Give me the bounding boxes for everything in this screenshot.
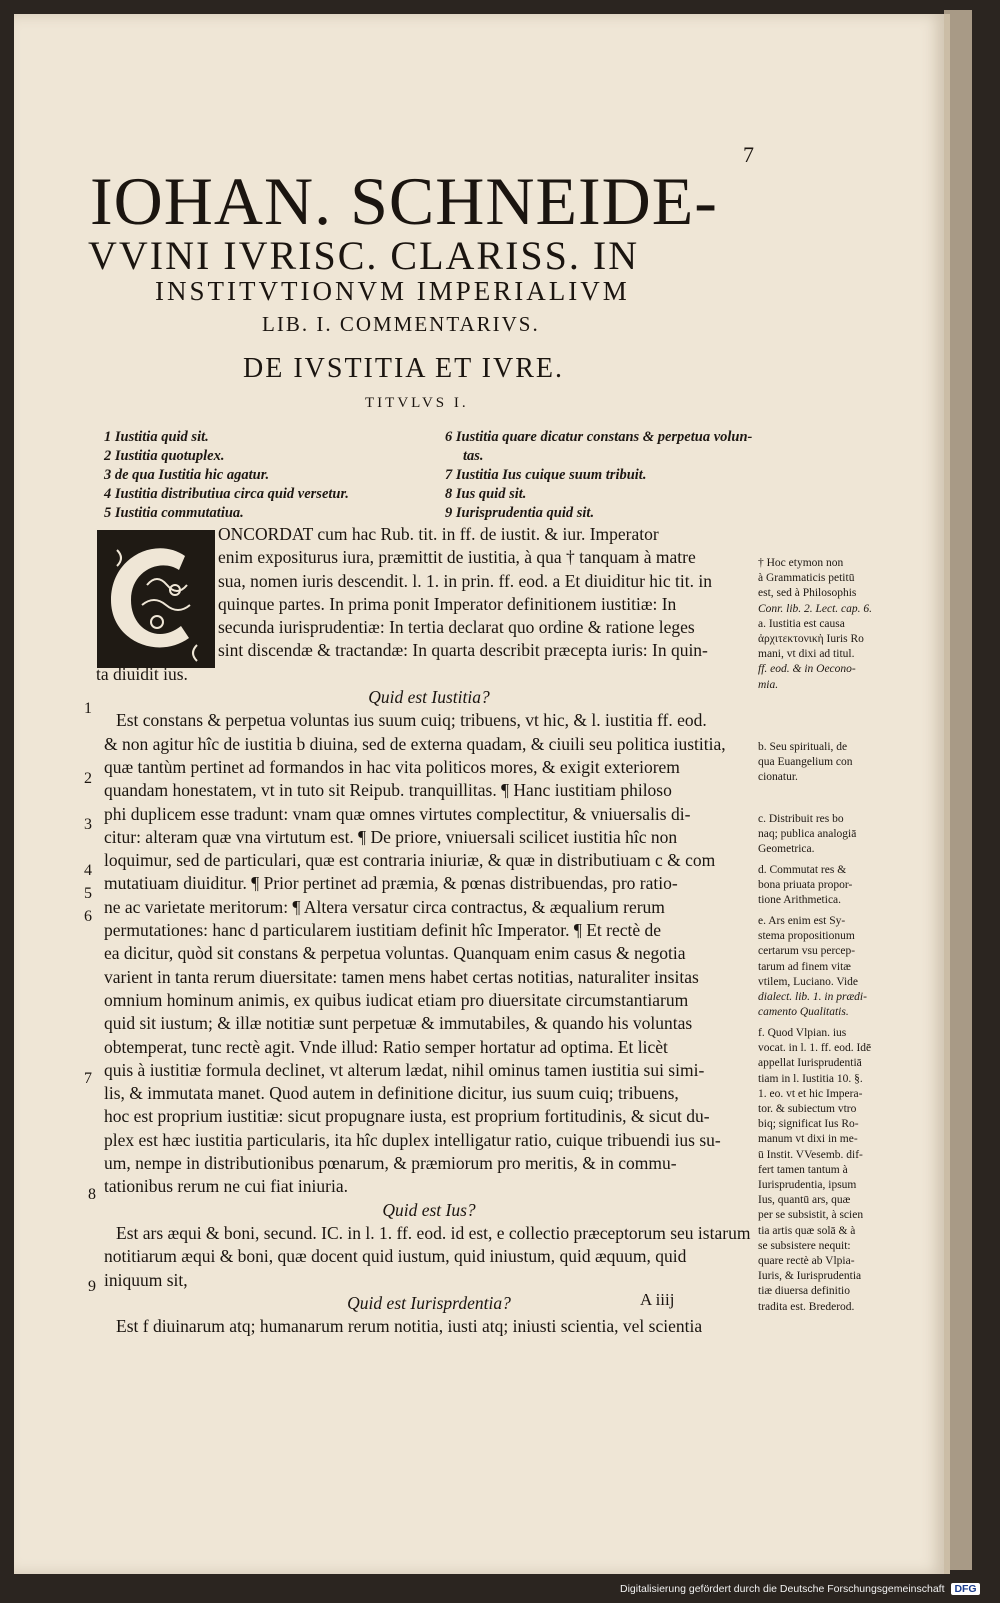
- titulus-label: TITVLVS I.: [365, 395, 469, 411]
- note-line: c. Distribuit res bo: [758, 813, 844, 825]
- note-line: ff. eod. & in Oecono-: [758, 663, 856, 676]
- note-line: d. Commutat res &: [758, 864, 847, 876]
- note-line: tione Arithmetica.: [758, 894, 842, 907]
- note-line: à Grammaticis petitū: [758, 572, 855, 585]
- note-line: per se subsistit, à scien: [758, 1209, 864, 1222]
- note-line: camento Qualitatis.: [758, 1006, 849, 1019]
- margin-number: 8: [88, 1186, 96, 1203]
- note-line: est, sed à Philosophis: [758, 587, 857, 600]
- toc-item: 5 Iustitia commutatiua.: [104, 505, 244, 521]
- para1-line: quis à iustitiæ formula declinet, vt alterum lædat, nihil ominus tamen iustitia sui simi-: [104, 1059, 705, 1080]
- para1-line: lis, & immutata manet. Quod autem in definitione dicitur, ius suum cuiq; tribuens,: [104, 1083, 679, 1104]
- para1-line: ne ac varietate meritorum: ¶ Altera versatur circa contractus, & æqualium rerum: [104, 896, 665, 917]
- note-line: quare rectè ab Vlpia-: [758, 1255, 855, 1268]
- note-line: Ius, quantū ars, quæ: [758, 1194, 851, 1207]
- note-line: tradita est. Brederod.: [758, 1300, 855, 1313]
- note-line: qua Euangelium con: [758, 756, 853, 769]
- intro-line: secunda iurisprudentiæ: In tertia declarat quo ordine & ratione leges: [218, 617, 695, 638]
- para1-line: citur: alteram quæ vna virtutum est. ¶ De priore, vniuersali scilicet iustitia hîc non: [104, 826, 678, 847]
- note-line: manum vt dixi in me-: [758, 1133, 858, 1146]
- heading-iustitia: Quid est Iustitia?: [368, 687, 490, 708]
- note-line: Iurisprudentia, ipsum: [758, 1179, 857, 1192]
- toc-item: 8 Ius quid sit.: [445, 486, 527, 502]
- signature-mark: A iiij: [640, 1290, 675, 1309]
- title-line-2: VVINI IVRISC. CLARISS. IN: [88, 233, 640, 278]
- intro-line: ONCORDAT cum hac Rub. tit. in ff. de iustit. & iur. Imperator: [218, 524, 659, 544]
- intro-line: sua, nomen iuris descendit. l. 1. in prin. ff. eod. a Et diuiditur hic tit. in: [218, 570, 712, 591]
- margin-number: 7: [84, 1070, 92, 1087]
- note-line: ū Instit. VVesemb. dif-: [758, 1148, 863, 1161]
- toc-right: [445, 428, 752, 523]
- para1-line: phi duplicem esse tradunt: vnam quæ omnes virtutes complectitur, & vniuersalis di-: [104, 803, 691, 824]
- note-line: dialect. lib. 1. in prædi-: [758, 991, 867, 1004]
- heading-ius: Quid est Ius?: [382, 1199, 476, 1220]
- note-line: certarum vsu percep-: [758, 945, 856, 958]
- section-title: DE IVSTITIA ET IVRE.: [243, 353, 564, 384]
- para1-line: permutationes: hanc d particularem iustitiam definit hîc Imperator. ¶ Et rectè de: [104, 920, 662, 941]
- para2-line: notitiarum æqui & boni, quæ docent quid iustum, quid iniustum, quid æquum, quid: [104, 1246, 687, 1267]
- para1-line: loquimur, sed de particulari, quæ est contraria iniuriæ, & quæ in distributiuam c & com: [104, 850, 716, 871]
- note-line: biq; significat Ius Ro-: [758, 1118, 859, 1131]
- margin-note-c: [758, 812, 898, 858]
- note-line: † Hoc etymon non: [758, 557, 844, 569]
- margin-notes-top: [758, 556, 898, 693]
- footer-credit: [620, 1583, 980, 1595]
- para1-line: & non agitur hîc de iustitia b diuina, sed de externa quadam, & ciuili seu politica iustitia,: [104, 733, 726, 754]
- toc-item: 3 de qua Iustitia hic agatur.: [104, 467, 270, 483]
- para1-line: hoc est proprium iustitiæ: sicut propugnare iusta, est proprium fortitudinis, & sicut du-: [104, 1106, 710, 1127]
- margin-number: 6: [84, 908, 92, 925]
- margin-number: 5: [84, 885, 92, 902]
- dfg-logo: DFG: [951, 1583, 979, 1595]
- para2-line: iniquum sit,: [104, 1269, 188, 1290]
- toc-item: 1 Iustitia quid sit.: [104, 429, 209, 445]
- intro-line: quinque partes. In prima ponit Imperator definitionem iustitiæ: In: [218, 593, 677, 614]
- toc-item: 7 Iustitia Ius cuique suum tribuit.: [445, 467, 647, 483]
- title-line-4: LIB. I. COMMENTARIVS.: [262, 312, 540, 336]
- note-line: vocat. in l. 1. ff. eod. Idē: [758, 1042, 872, 1055]
- note-line: naq; publica analogiā: [758, 828, 857, 841]
- note-line: tiæ diuersa definitio: [758, 1285, 850, 1298]
- para1-line: varient in tanta rerum diuersitate: tamen mens habet certas notitias, naturaliter insitas: [104, 966, 699, 987]
- para1-line: um, nempe in distributionibus pœnarum, & præmiorum pro meritis, & in commu-: [104, 1153, 677, 1174]
- title-line-1: IOHAN. SCHNEIDE-: [90, 163, 718, 239]
- page-number: 7: [743, 142, 754, 167]
- note-line: mani, vt dixi ad titul.: [758, 648, 855, 661]
- note-line: tia artis quæ solā & à: [758, 1224, 856, 1237]
- note-line: 1. eo. vt et hic Impera-: [758, 1087, 863, 1100]
- note-line: bona priuata propor-: [758, 879, 853, 892]
- para1-line: omnium hominum animis, ex quibus iudicat etiam pro diuersitate circumstantiarum: [104, 989, 689, 1010]
- toc-item: 4 Iustitia distributiua circa quid versetur.: [104, 486, 349, 502]
- toc-item: tas.: [463, 448, 484, 464]
- note-line: fert tamen tantum à: [758, 1163, 848, 1176]
- margin-note-b: [758, 740, 898, 786]
- title-line-3: INSTITVTIONVM IMPERIALIVM: [155, 276, 630, 306]
- note-line: tiam in l. Iustitia 10. §.: [758, 1072, 863, 1085]
- main-text: [96, 523, 754, 1338]
- toc-left: [104, 428, 349, 523]
- toc-item: 9 Iurisprudentia quid sit.: [445, 505, 595, 521]
- note-line: e. Ars enim est Sy-: [758, 915, 846, 927]
- note-line: Iuris, & Iurisprudentia: [758, 1270, 862, 1283]
- toc-item: 6 Iustitia quare dicatur constans & perpetua volun-: [445, 429, 753, 445]
- margin-number: 2: [84, 770, 92, 787]
- note-line: ἀρχιτεκτονικὴ Iuris Ro: [758, 633, 864, 646]
- para1-line: plex est hæc iustitia particularis, ita hîc duplex intelligatur ratio, cuique tribuendi ius su-: [104, 1129, 721, 1150]
- note-line: stema propositionum: [758, 930, 855, 943]
- para3-line: Est f diuinarum atq; humanarum rerum notitia, iusti atq; iniusti scientia, vel scientia: [116, 1316, 703, 1337]
- margin-number: 4: [84, 862, 92, 879]
- intro-line: sint discendæ & tractandæ: In quarta describit præcepta iuris: In quin-: [218, 640, 708, 661]
- margin-note-d: [758, 863, 898, 909]
- margin-number: 1: [84, 700, 92, 717]
- margin-note-f: [758, 1026, 898, 1315]
- note-line: Geometrica.: [758, 843, 815, 856]
- margin-note-e: [758, 914, 898, 1020]
- toc-item: 2 Iustitia quotuplex.: [104, 448, 225, 464]
- para1-line: tationibus rerum ne cui fiat iniuria.: [104, 1176, 348, 1197]
- note-line: mia.: [758, 678, 779, 691]
- note-line: tor. & subiectum vtro: [758, 1103, 857, 1116]
- note-line: f. Quod Vlpian. ius: [758, 1027, 847, 1039]
- heading-iurisprudentia: Quid est Iurisprdentia?: [347, 1292, 511, 1313]
- margin-number: 9: [88, 1278, 96, 1295]
- note-line: b. Seu spirituali, de: [758, 741, 848, 753]
- note-line: se subsistere nequit:: [758, 1239, 851, 1252]
- intro-line: enim expositurus iura, præmittit de iustitia, à qua † tanquam à matre: [218, 547, 696, 568]
- note-line: tarum ad finem vitæ: [758, 960, 851, 973]
- margin-number: 3: [84, 816, 92, 833]
- note-line: cionatur.: [758, 771, 798, 784]
- intro-line: ta diuidit ius.: [96, 663, 188, 684]
- note-line: a. Iustitia est causa: [758, 617, 845, 630]
- footer-text: Digitalisierung gefördert durch die Deutsche Forschungsgemeinschaft: [620, 1583, 945, 1595]
- para1-line: quandam honestatem, vt in tuto sit Reipub. tranquillitas. ¶ Hanc iustitiam philoso: [104, 780, 672, 801]
- para1-line: quid sit iustum; & illæ notitiæ sunt perpetuæ & immutabiles, & quando his voluntas: [104, 1013, 693, 1034]
- note-line: appellat Iurisprudentiā: [758, 1057, 862, 1070]
- para1-line: ea dicitur, quòd sit constans & perpetua voluntas. Quanquam enim casus & negotia: [104, 943, 686, 964]
- para1-line: Est constans & perpetua voluntas ius suum cuiq; tribuens, vt hic, & l. iustitia ff. eod.: [116, 710, 707, 731]
- para1-line: quæ tantùm pertinet ad formandos in hac vita politicos mores, & exigit exteriorem: [104, 756, 680, 777]
- para1-line: mutatiuam diuiditur. ¶ Prior pertinet ad præmia, & pœnas distribuendas, pro ratio-: [104, 873, 678, 894]
- para1-line: obtemperat, tunc rectè agit. Vnde illud: Ratio semper hortatur ad optima. Et licèt: [104, 1036, 668, 1057]
- note-line: Conr. lib. 2. Lect. cap. 6.: [758, 602, 873, 615]
- note-line: vtilem, Luciano. Vide: [758, 975, 859, 988]
- para2-line: Est ars æqui & boni, secund. IC. in l. 1. ff. eod. id est, e collectio præceptorum seu istarum: [116, 1222, 751, 1243]
